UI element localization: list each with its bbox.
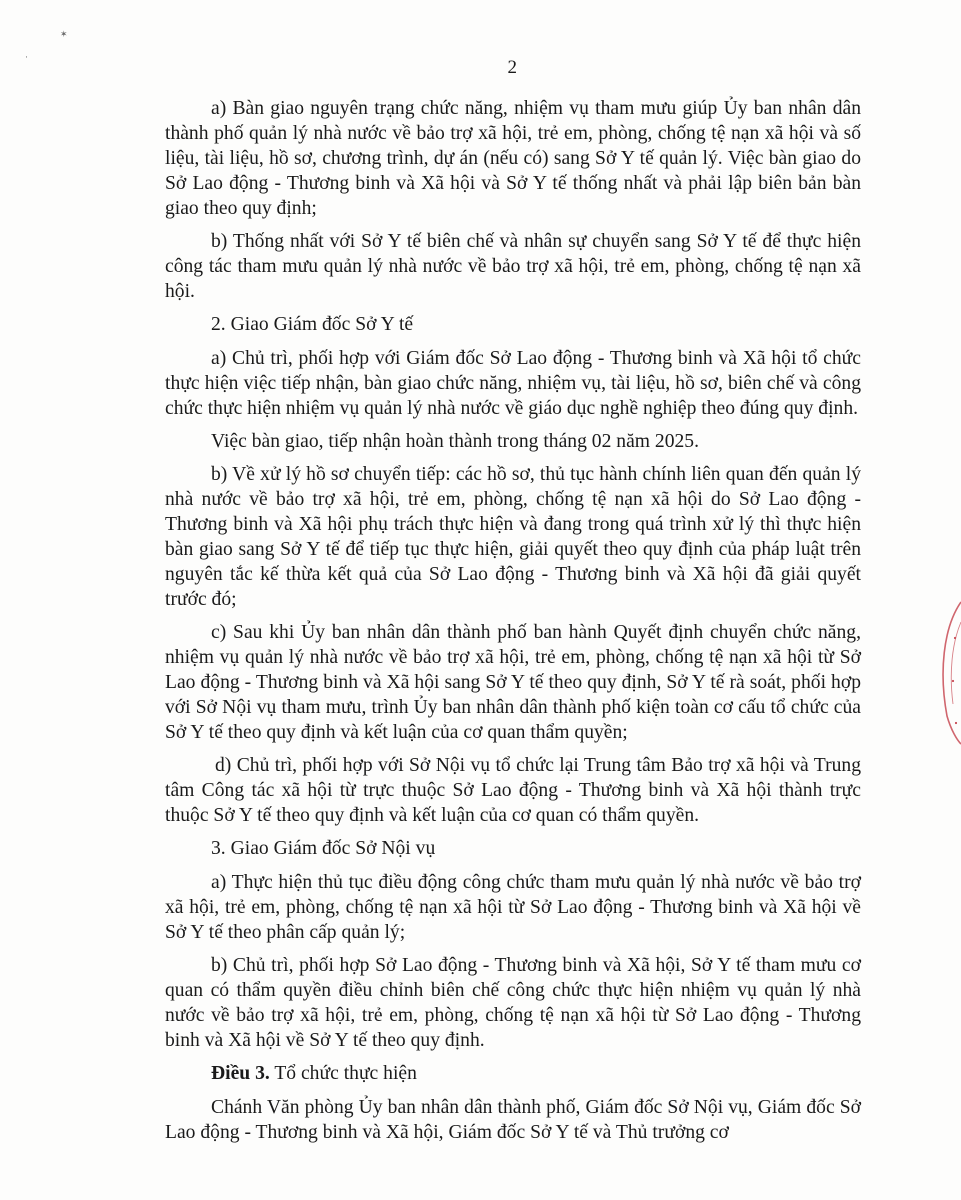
- section-heading-health: 2. Giao Giám đốc Sở Y tế: [211, 314, 414, 335]
- red-stamp-fragment: [937, 598, 961, 748]
- paragraph-deadline: Việc bàn giao, tiếp nhận hoàn thành trong tháng 02 năm 2025.: [211, 431, 700, 452]
- document-body: [165, 96, 861, 1153]
- article-3-label: Điều 3.: [211, 1063, 270, 1084]
- scan-speck: ✶: [60, 29, 68, 39]
- paragraph-implementation: Chánh Văn phòng Ủy ban nhân dân thành phố, Giám đốc Sở Nội vụ, Giám đốc Sở Lao động - Thương binh và Xã hội, Giám đốc Sở Y tế và Thủ trưởng cơ: [165, 1097, 861, 1143]
- paragraph-interior-b: b) Chủ trì, phối hợp Sở Lao động - Thương binh và Xã hội, Sở Y tế tham mưu cơ quan có thẩm quyền điều chỉnh biên chế công chức thực hiện nhiệm vụ quản lý nhà nước về bảo trợ xã hội, trẻ em, phòng, chống tệ nạn xã hội từ Sở Lao động - Thương binh và Xã hội về Sở Y tế theo quy định.: [165, 955, 861, 1051]
- page-number: 2: [507, 57, 518, 78]
- scan-speck: ·: [25, 52, 28, 62]
- paragraph-handover-b: b) Thống nhất với Sở Y tế biên chế và nhân sự chuyển sang Sở Y tế để thực hiện công tác tham mưu quản lý nhà nước về bảo trợ xã hội, trẻ em, phòng, chống tệ nạn xã hội.: [165, 231, 861, 302]
- article-3-heading: [165, 1061, 861, 1086]
- paragraph-health-a: a) Chủ trì, phối hợp với Giám đốc Sở Lao động - Thương binh và Xã hội tổ chức thực hiện việc tiếp nhận, bàn giao chức năng, nhiệm vụ, tài liệu, hồ sơ, biên chế và công chức thực hiện nhiệm vụ quản lý nhà nước về giáo dục nghề nghiệp theo đúng quy định.: [165, 348, 861, 419]
- paragraph-health-b: b) Về xử lý hồ sơ chuyển tiếp: các hồ sơ, thủ tục hành chính liên quan đến quản lý nhà nước về bảo trợ xã hội, trẻ em, phòng, chống tệ nạn xã hội do Sở Lao động - Thương binh và Xã hội phụ trách thực hiện và đang trong quá trình xử lý thì thực hiện bàn giao sang Sở Y tế để tiếp tục thực hiện, giải quyết theo quy định của pháp luật trên nguyên tắc kế thừa kết quả của Sở Lao động - Thương binh và Xã hội đã giải quyết trước đó;: [165, 464, 861, 610]
- section-heading-interior: 3. Giao Giám đốc Sở Nội vụ: [211, 838, 436, 859]
- paragraph-handover-a: a) Bàn giao nguyên trạng chức năng, nhiệm vụ tham mưu giúp Ủy ban nhân dân thành phố quản lý nhà nước về bảo trợ xã hội, trẻ em, phòng, chống tệ nạn xã hội và số liệu, tài liệu, hồ sơ, chương trình, dự án (nếu có) sang Sở Y tế quản lý. Việc bàn giao do Sở Lao động - Thương binh và Xã hội và Sở Y tế thống nhất và phải lập biên bản bàn giao theo quy định;: [165, 98, 861, 219]
- article-3-title: Tổ chức thực hiện: [269, 1063, 417, 1084]
- paragraph-health-d: d) Chủ trì, phối hợp với Sở Nội vụ tổ chức lại Trung tâm Bảo trợ xã hội và Trung tâm Công tác xã hội từ trực thuộc Sở Lao động - Thương binh và Xã hội thành trực thuộc Sở Y tế theo quy định và kết luận của cơ quan có thẩm quyền.: [165, 755, 861, 826]
- paragraph-health-c: c) Sau khi Ủy ban nhân dân thành phố ban hành Quyết định chuyển chức năng, nhiệm vụ quản lý nhà nước về bảo trợ xã hội, trẻ em, phòng, chống tệ nạn xã hội từ Sở Lao động - Thương binh và Xã hội sang Sở Y tế theo quy định, Sở Y tế rà soát, phối hợp với Sở Nội vụ tham mưu, trình Ủy ban nhân dân thành phố kiện toàn cơ cấu tổ chức của Sở Y tế theo quy định và kết luận của cơ quan thẩm quyền;: [165, 622, 861, 743]
- paragraph-interior-a: a) Thực hiện thủ tục điều động công chức tham mưu quản lý nhà nước về bảo trợ xã hội, trẻ em, phòng, chống tệ nạn xã hội từ Sở Lao động - Thương binh và Xã hội về Sở Y tế theo phân cấp quản lý;: [165, 872, 861, 943]
